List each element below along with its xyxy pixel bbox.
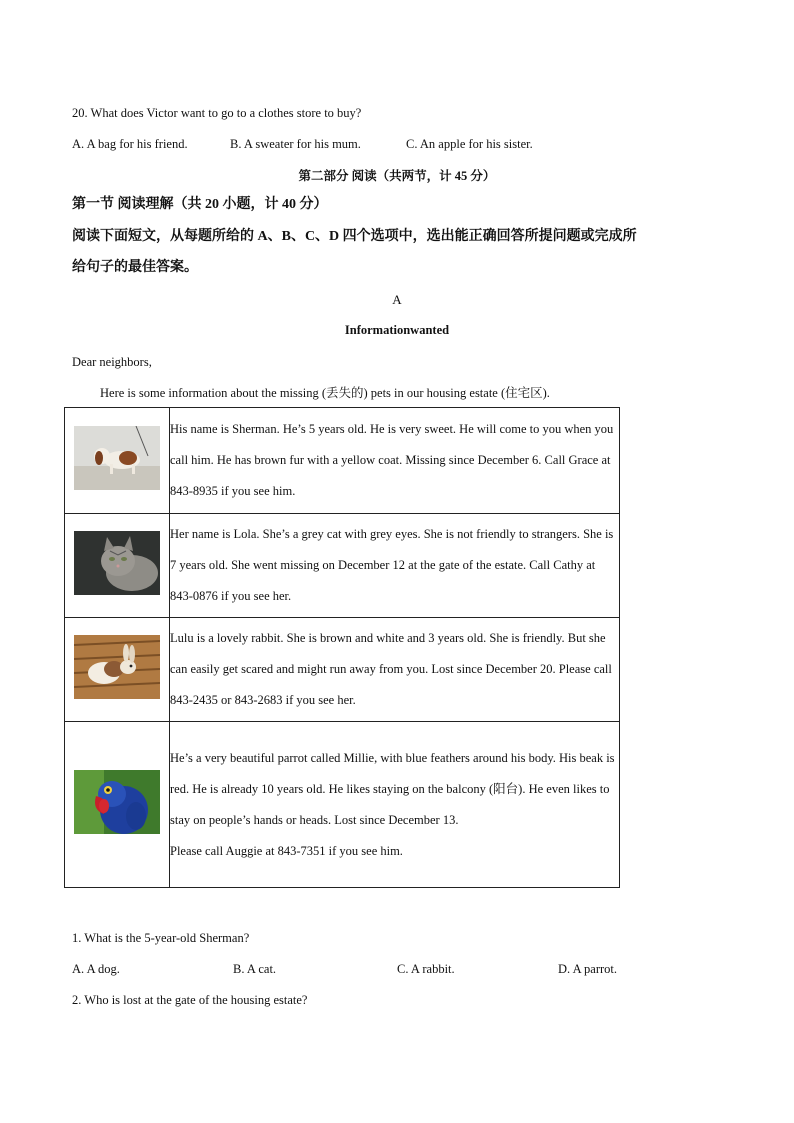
instruction-line2: 给句子的最佳答案。 — [72, 260, 198, 275]
dog-photo — [74, 426, 160, 490]
passage-title: Informationwanted — [344, 323, 450, 337]
table-row — [65, 722, 620, 888]
pet-description: He’s a very beautiful parrot called Millie, with blue feathers around his body. His beak is red. He is already 10 years old. He likes staying on the balcony (阳台). He even likes to stay on people’s hands or heads. Lost since December 13. — [170, 750, 615, 827]
pet-description-cell — [170, 722, 620, 888]
question-1: 1. What is the 5-year-old Sherman? — [72, 931, 250, 945]
option-c: C. An apple for his sister. — [406, 137, 533, 151]
part2-heading: 第二部分 阅读（共两节，计 45 分） — [298, 169, 496, 183]
parrot-photo — [74, 770, 160, 834]
pet-description: His name is Sherman. He’s 5 years old. He is very sweet. He will come to you when you call him. He has brown fur with a yellow coat. Missing since December 6. Call Grace at 843-8935 if you see him. — [170, 408, 620, 514]
greeting: Dear neighbors, — [72, 355, 152, 369]
table-row — [65, 408, 620, 514]
instruction-line1: 阅读下面短文，从每题所给的 A、B、C、D 四个选项中，选出能正确回答所提问题或完成所 — [72, 229, 637, 244]
option-b: B. A sweater for his mum. — [230, 137, 361, 151]
table-row — [65, 618, 620, 722]
option-d: D. A parrot. — [558, 962, 618, 976]
cat-photo — [74, 531, 160, 595]
question-20: 20. What does Victor want to go to a clothes store to buy? — [72, 106, 362, 120]
section1-heading: 第一节 阅读理解（共 20 小题，计 40 分） — [72, 197, 328, 212]
pet-image-cell — [65, 722, 170, 888]
pet-image-cell — [65, 408, 170, 514]
passage-letter: A — [392, 292, 402, 307]
pet-description: Lulu is a lovely rabbit. She is brown and white and 3 years old. She is friendly. But she can easily get scared and might run away from you. Lost since December 20. Please call 843-2435 or 843-2683 if you see her. — [170, 618, 620, 722]
option-c: C. A rabbit. — [397, 962, 455, 976]
option-a: A. A dog. — [72, 962, 120, 976]
intro-text: Here is some information about the missing (丢失的) pets in our housing estate (住宅区). — [100, 386, 550, 400]
pet-description: Her name is Lola. She’s a grey cat with grey eyes. She is not friendly to strangers. She is 7 years old. She went missing on December 12 at the gate of the estate. Call Cathy at 843-0876 if you see her. — [170, 514, 620, 618]
pet-image-cell — [65, 514, 170, 618]
pets-table — [64, 407, 620, 888]
option-a: A. A bag for his friend. — [72, 137, 188, 151]
pet-image-cell — [65, 618, 170, 722]
question-20-options — [72, 136, 672, 152]
pet-contact: Please call Auggie at 843-7351 if you see him. — [170, 843, 403, 858]
table-row — [65, 514, 620, 618]
question-1-options — [72, 961, 722, 977]
question-2: 2. Who is lost at the gate of the housing estate? — [72, 993, 308, 1007]
rabbit-photo — [74, 635, 160, 699]
option-b: B. A cat. — [233, 962, 277, 976]
